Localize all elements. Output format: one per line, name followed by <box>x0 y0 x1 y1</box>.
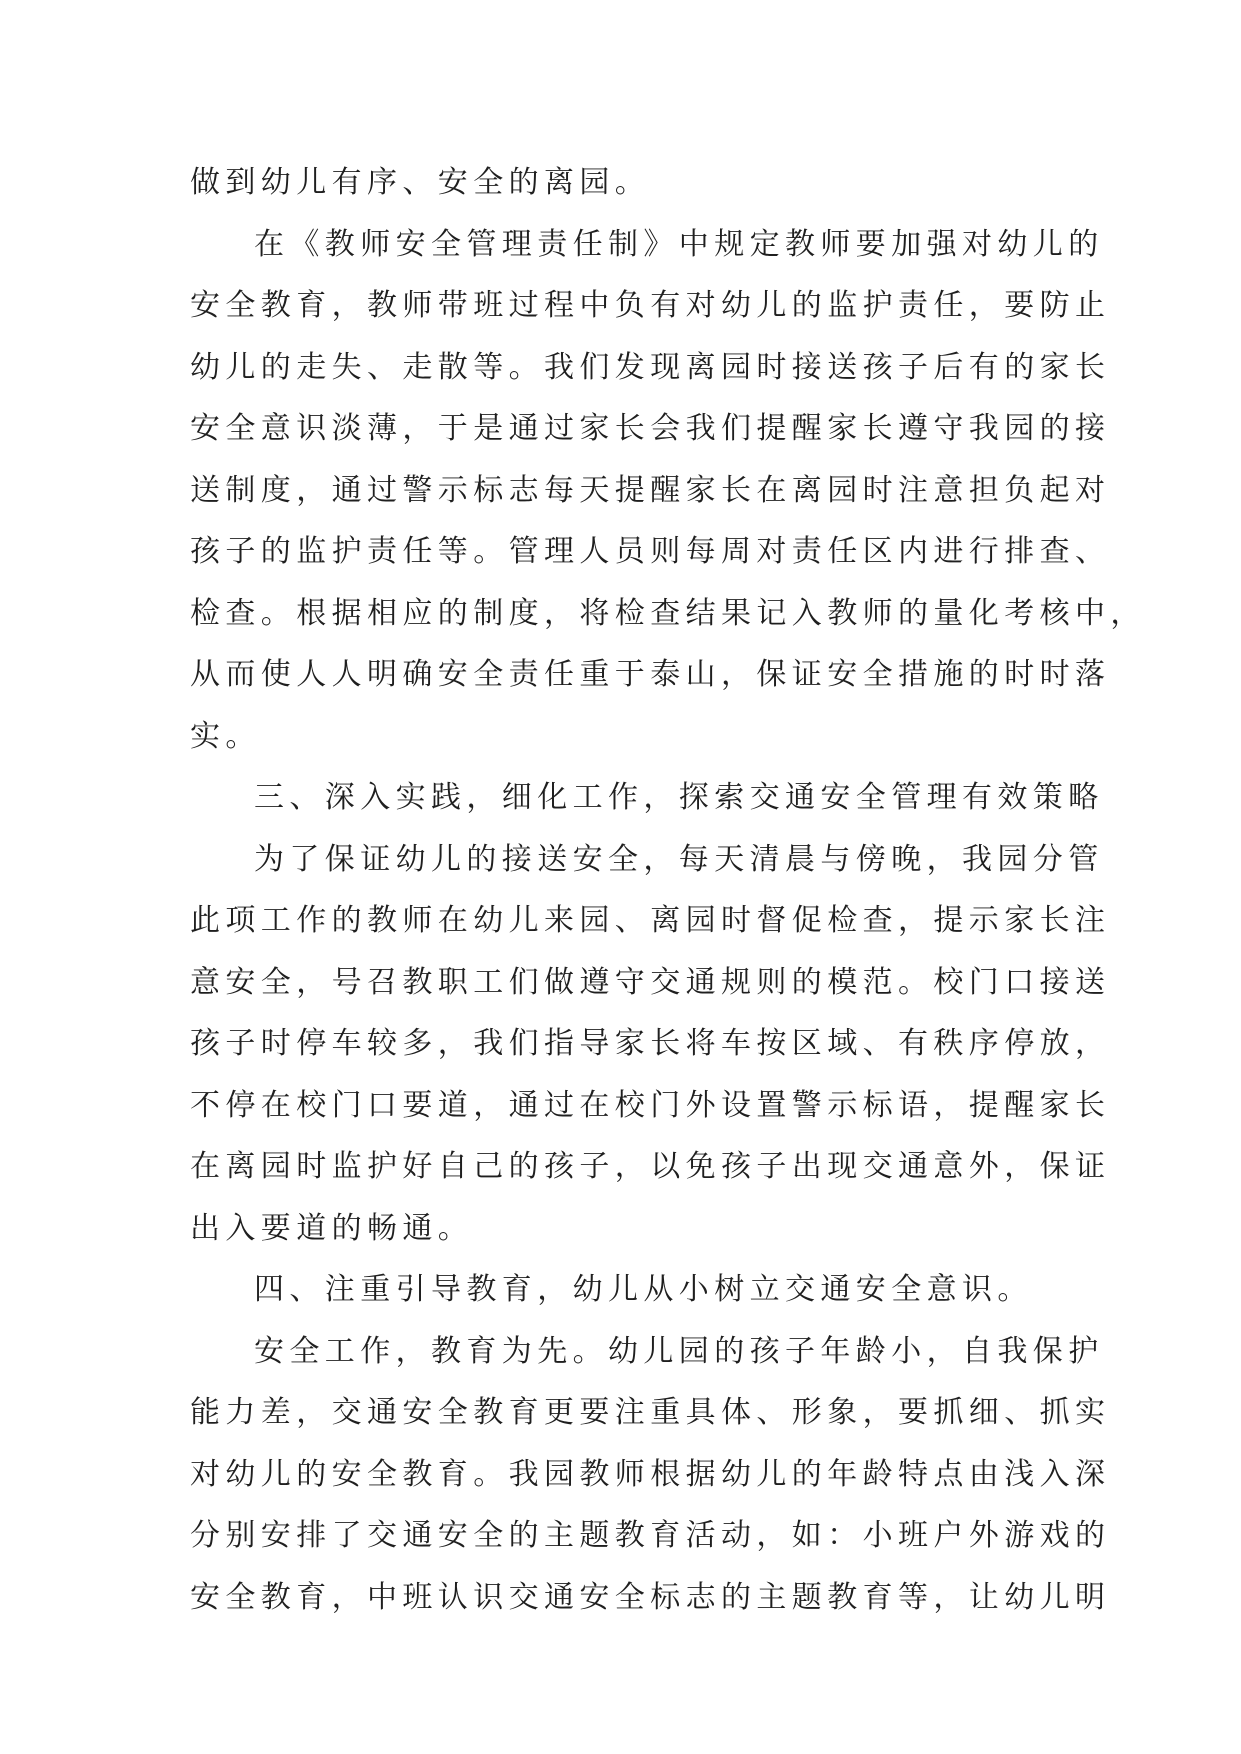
text-line: 从而使人人明确安全责任重于泰山，保证安全措施的时时落 <box>190 657 1111 692</box>
text-line: 检查。根据相应的制度，将检查结果记入教师的量化考核中， <box>190 595 1146 631</box>
text-line: 做到幼儿有序、安全的离园。 <box>190 165 651 200</box>
text-line: 不停在校门口要道，通过在校门外设置警示标语，提醒家长 <box>190 1087 1111 1123</box>
text-line: 安全教育，中班认识交通安全标志的主题教育等，让幼儿明 <box>190 1579 1111 1615</box>
text-line: 对幼儿的安全教育。我园教师根据幼儿的年龄特点由浅入深 <box>190 1456 1111 1492</box>
text-line: 孩子时停车较多，我们指导家长将车按区域、有秩序停放， <box>190 1026 1111 1061</box>
text-line: 此项工作的教师在幼儿来园、离园时督促检查，提示家长注 <box>190 903 1111 938</box>
section-heading-4: 四、注重引导教育，幼儿从小树立交通安全意识。 <box>254 1272 1033 1307</box>
text-line: 在离园时监护好自己的孩子，以免孩子出现交通意外，保证 <box>190 1149 1111 1184</box>
paragraph-start-line: 安全工作，教育为先。幼儿园的孩子年龄小，自我保护 <box>254 1333 1104 1369</box>
text-line: 出入要道的畅通。 <box>190 1210 474 1246</box>
section-heading-3: 三、深入实践，细化工作，探索交通安全管理有效策略 <box>254 780 1104 815</box>
text-line: 幼儿的走失、走散等。我们发现离园时接送孩子后有的家长 <box>190 349 1111 385</box>
text-line: 分别安排了交通安全的主题教育活动，如：小班户外游戏的 <box>190 1518 1111 1553</box>
paragraph-start-line: 在《教师安全管理责任制》中规定教师要加强对幼儿的 <box>254 226 1104 262</box>
text-line: 实。 <box>190 718 261 754</box>
paragraph-start-line: 为了保证幼儿的接送安全，每天清晨与傍晚，我园分管 <box>254 841 1104 877</box>
text-line: 安全教育，教师带班过程中负有对幼儿的监护责任，要防止 <box>190 288 1111 323</box>
body-text <box>190 152 1146 1628</box>
text-line: 安全意识淡薄，于是通过家长会我们提醒家长遵守我园的接 <box>190 411 1111 446</box>
text-line: 孩子的监护责任等。管理人员则每周对责任区内进行排查、 <box>190 534 1111 569</box>
text-line: 能力差，交通安全教育更要注重具体、形象，要抓细、抓实 <box>190 1395 1111 1430</box>
text-line: 送制度，通过警示标志每天提醒家长在离园时注意担负起对 <box>190 472 1111 508</box>
text-line: 意安全，号召教职工们做遵守交通规则的模范。校门口接送 <box>190 964 1111 1000</box>
